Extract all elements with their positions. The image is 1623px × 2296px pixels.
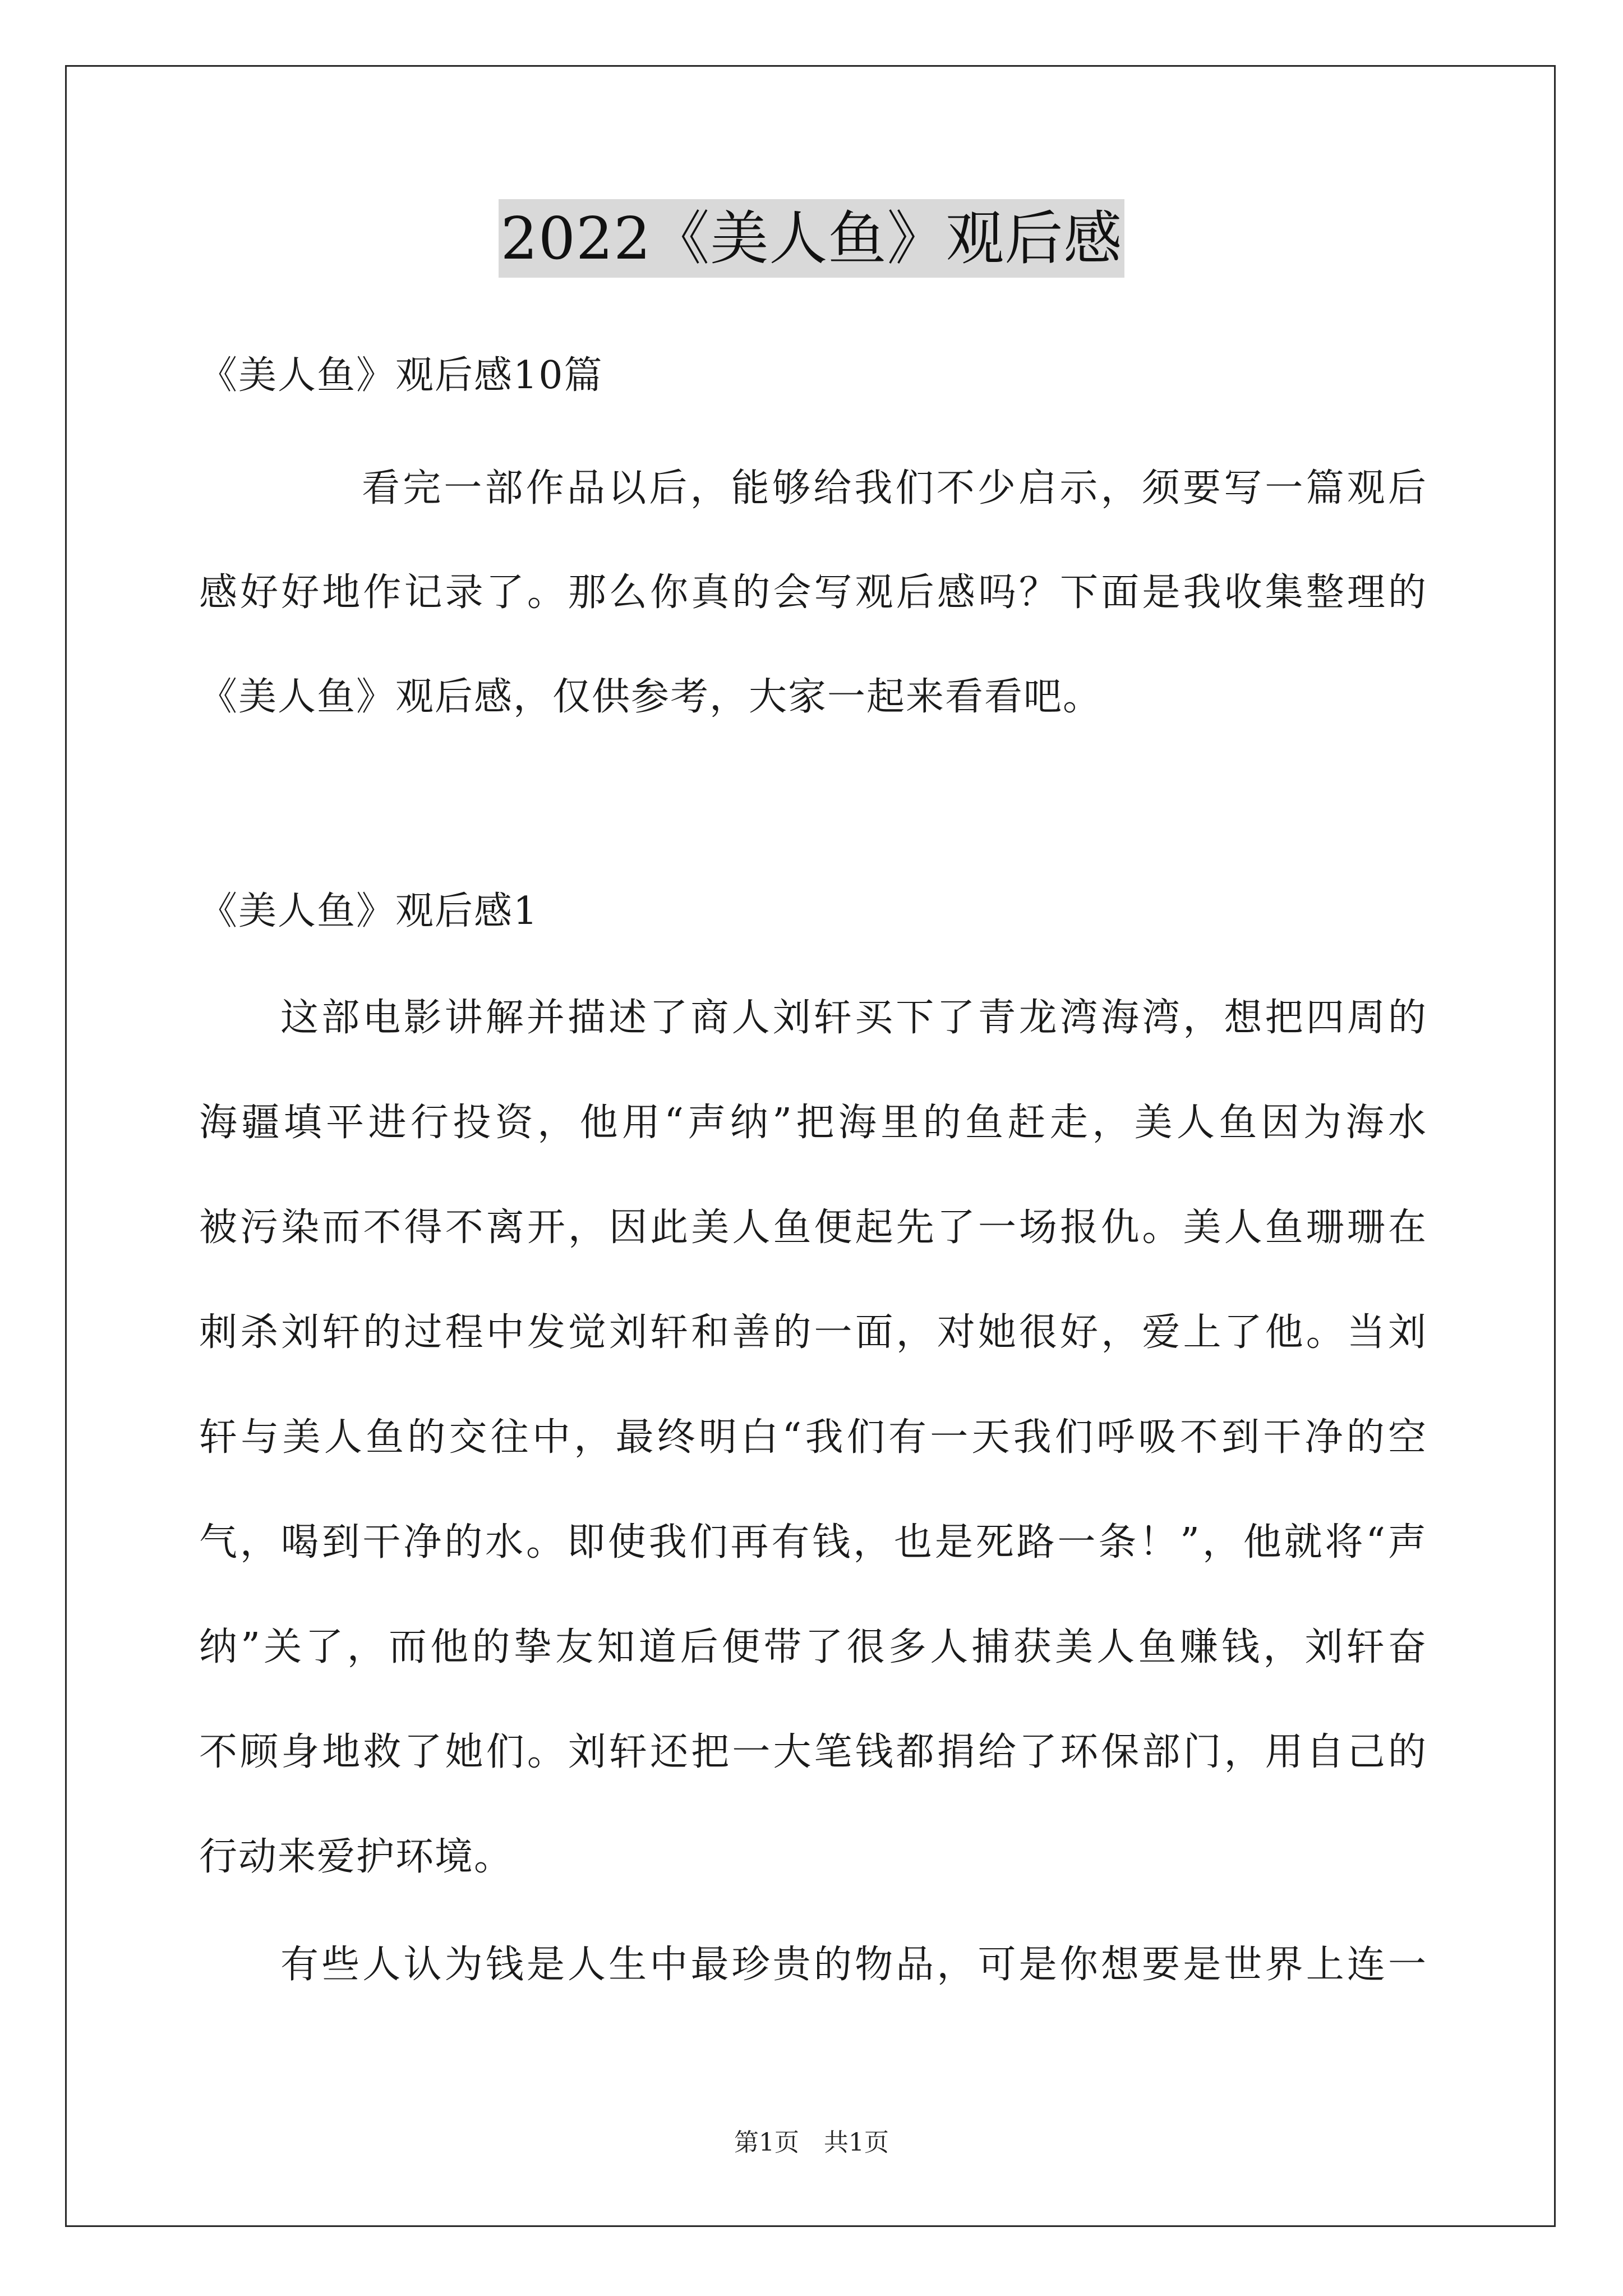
paragraph-line: 轩与美人鱼的交往中，最终明白“我们有一天我们呼吸不到干净的空 — [199, 1415, 1427, 1460]
paragraph-line: 纳”关了，而他的挚友知道后便带了很多人捕获美人鱼赚钱，刘轩奋 — [199, 1625, 1427, 1669]
paragraph-line: 行动来爱护环境。 — [199, 1835, 514, 1879]
paragraph-line: 气，喝到干净的水。即使我们再有钱，也是死路一条！”，他就将“声 — [199, 1520, 1427, 1565]
document-title: 2022《美人鱼》观后感 — [499, 199, 1125, 278]
paragraph-line: 海疆填平进行投资，他用“声纳”把海里的鱼赶走，美人鱼因为海水 — [199, 1101, 1427, 1145]
paragraph-line: 被污染而不得不离开，因此美人鱼便起先了一场报仇。美人鱼珊珊在 — [199, 1205, 1427, 1250]
section-heading: 《美人鱼》观后感1 — [199, 889, 539, 933]
paragraph-line: 有些人认为钱是人生中最珍贵的物品，可是你想要是世界上连一 — [280, 1943, 1427, 1987]
title-container — [0, 199, 1623, 278]
intro-line: 感好好地作记录了。那么你真的会写观后感吗？下面是我收集整理的 — [199, 570, 1427, 615]
paragraph-line: 刺杀刘轩的过程中发觉刘轩和善的一面，对她很好，爱上了他。当刘 — [199, 1310, 1427, 1355]
paragraph-line: 不顾身地救了她们。刘轩还把一大笔钱都捐给了环保部门，用自己的 — [199, 1730, 1427, 1774]
subtitle: 《美人鱼》观后感10篇 — [199, 353, 603, 398]
intro-line: 看完一部作品以后，能够给我们不少启示，须要写一篇观后 — [362, 466, 1427, 510]
page-footer: 第1页 共1页 — [734, 2128, 889, 2157]
paragraph-line: 这部电影讲解并描述了商人刘轩买下了青龙湾海湾，想把四周的 — [280, 996, 1427, 1040]
intro-line: 《美人鱼》观后感，仅供参考，大家一起来看看吧。 — [199, 675, 1103, 719]
